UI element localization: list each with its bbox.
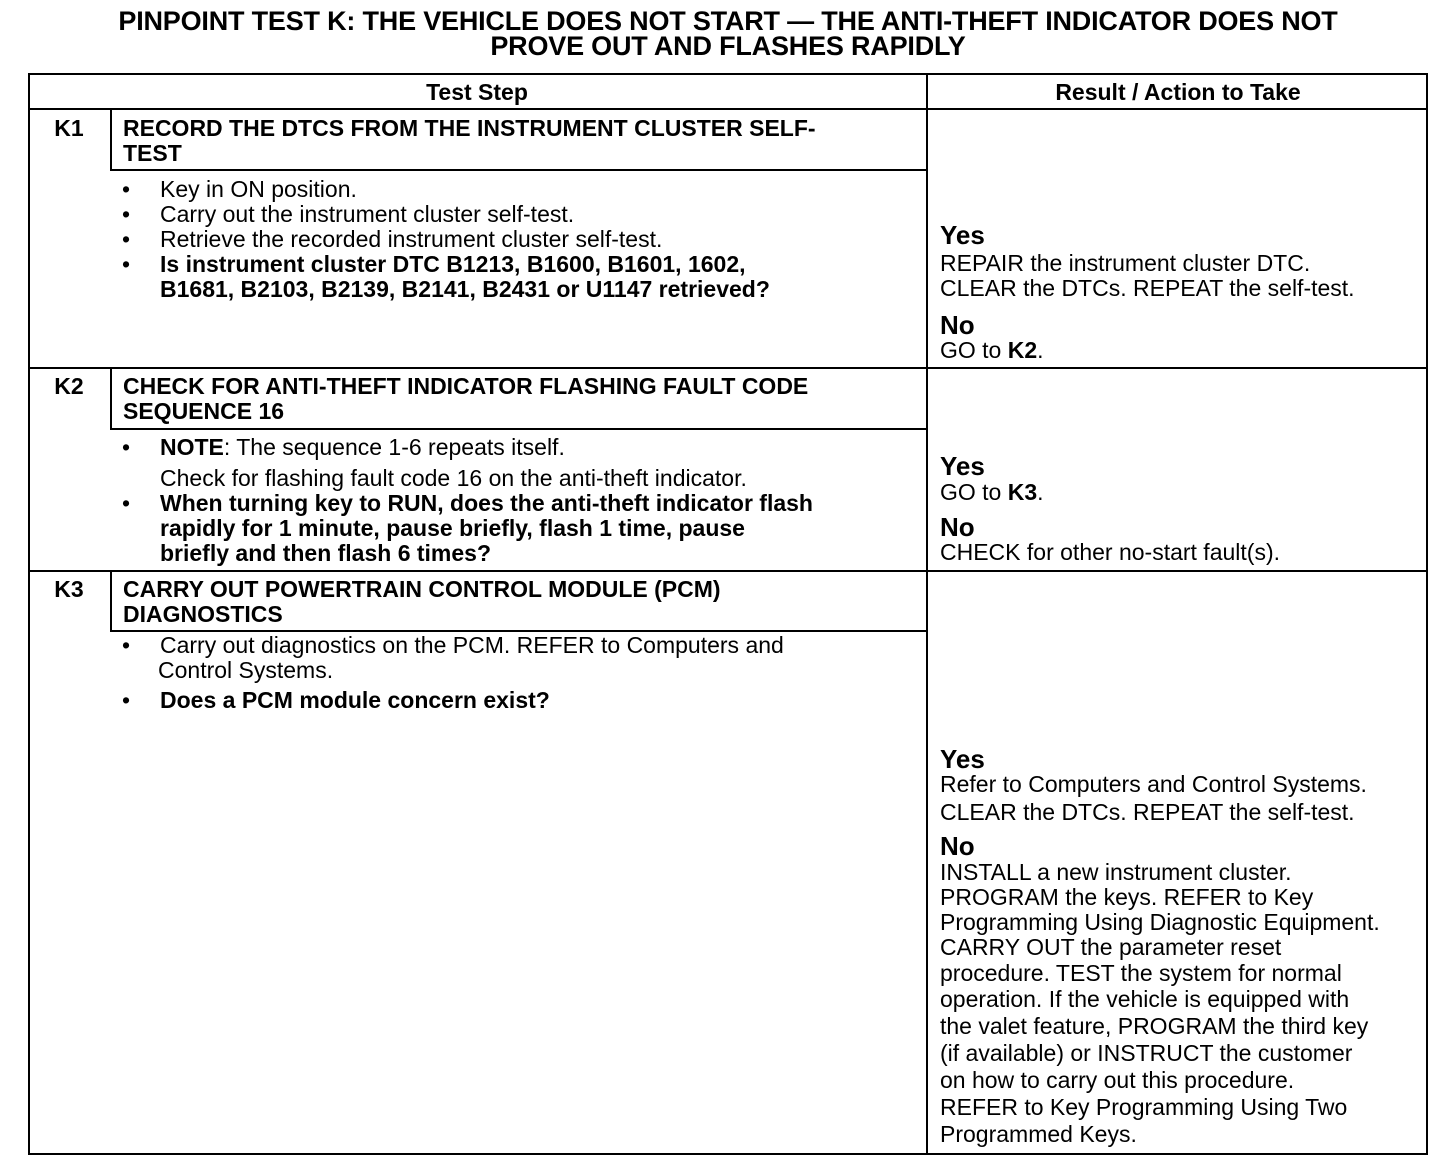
step-title-k2: CHECK FOR ANTI-THEFT INDICATOR FLASHING FAULT CODE SEQUENCE 16 — [123, 373, 809, 424]
row-divider-k1-k2 — [28, 367, 1428, 369]
k3-yes-label: Yes — [940, 744, 985, 774]
k2-no-action: CHECK for other no-start fault(s). — [940, 539, 1280, 565]
k2-yes-suffix: . — [1037, 479, 1044, 505]
bullet-icon: • — [122, 201, 131, 227]
k1-no-prefix: GO to — [940, 337, 1008, 363]
step-id-k2: K2 — [54, 373, 84, 399]
k1-no-label: No — [940, 310, 975, 340]
k3-no-line-4: CARRY OUT the parameter reset — [940, 934, 1282, 960]
k1-yes-line-2: CLEAR the DTCs. REPEAT the self-test. — [940, 275, 1355, 301]
k3-no-line-10: REFER to Key Programming Using Two — [940, 1094, 1348, 1120]
k3-no-line-11: Programmed Keys. — [940, 1121, 1137, 1147]
k2-yes-label: Yes — [940, 451, 985, 481]
k3-no-line-2: PROGRAM the keys. REFER to Key — [940, 884, 1314, 910]
k1-question-line-1: Is instrument cluster DTC B1213, B1600, B1601, 1602, — [160, 251, 746, 277]
k3-no-line-3: Programming Using Diagnostic Equipment. — [940, 909, 1380, 935]
k2-question-line-2: rapidly for 1 minute, pause briefly, flash 1 time, pause — [160, 515, 745, 541]
k1-yes-label: Yes — [940, 220, 985, 250]
bullet-icon: • — [122, 490, 131, 516]
column-divider — [926, 73, 928, 1155]
k3-no-action — [940, 860, 1424, 1148]
k3-item-1-line-1: Carry out diagnostics on the PCM. REFER to Computers and — [160, 632, 784, 658]
k1-item-2: Carry out the instrument cluster self-test. — [160, 201, 575, 227]
k2-yes-prefix: GO to — [940, 479, 1008, 505]
id-column-divider-k2 — [110, 368, 112, 429]
k3-yes-line-1: Refer to Computers and Control Systems. — [940, 771, 1367, 797]
bullet-icon: • — [122, 632, 131, 658]
bullet-icon: • — [122, 434, 131, 460]
k1-no-suffix: . — [1037, 337, 1044, 363]
k3-no-line-6: operation. If the vehicle is equipped with — [940, 986, 1350, 1012]
bullet-icon: • — [122, 226, 131, 252]
k2-yes-action — [940, 480, 1044, 505]
title-line-2: PROVE OUT AND FLASHES RAPIDLY — [490, 31, 966, 61]
page-title — [0, 6, 1456, 61]
k2-yes-ref: K3 — [1007, 479, 1038, 505]
k3-no-line-1: INSTALL a new instrument cluster. — [940, 859, 1292, 885]
k1-yes-line-1: REPAIR the instrument cluster DTC. — [940, 250, 1311, 276]
k2-question-line-3: briefly and then flash 6 times? — [160, 540, 492, 566]
id-column-divider-k1 — [110, 109, 112, 170]
k2-note-text: : The sequence 1-6 repeats itself. — [223, 434, 565, 460]
step-title-k3: CARRY OUT POWERTRAIN CONTROL MODULE (PCM) DIAGNOSTICS — [123, 576, 721, 627]
k3-no-line-9: on how to carry out this procedure. — [940, 1067, 1295, 1093]
k1-item-1: Key in ON position. — [160, 176, 357, 202]
k2-title-divider — [110, 428, 927, 430]
id-column-divider-k3 — [110, 571, 112, 632]
k3-no-line-8: (if available) or INSTRUCT the customer — [940, 1040, 1353, 1066]
k1-no-ref: K2 — [1007, 337, 1038, 363]
k1-item-3: Retrieve the recorded instrument cluster self-test. — [160, 226, 663, 252]
step-title-k1: RECORD THE DTCS FROM THE INSTRUMENT CLUSTER SELF-TEST — [123, 115, 816, 166]
k3-no-label: No — [940, 831, 975, 861]
step-id-k1: K1 — [54, 115, 84, 141]
step-id-k3: K3 — [54, 576, 84, 602]
header-result-action: Result / Action to Take — [1055, 79, 1301, 105]
k3-question: Does a PCM module concern exist? — [160, 687, 550, 713]
k2-question-line-1: When turning key to RUN, does the anti-theft indicator flash — [160, 490, 813, 516]
k1-no-action — [940, 338, 1044, 363]
k2-note-label: NOTE — [160, 434, 224, 460]
row-divider-k2-k3 — [28, 570, 1428, 572]
k1-title-divider — [110, 169, 927, 171]
k3-yes-line-2: CLEAR the DTCs. REPEAT the self-test. — [940, 799, 1355, 825]
bullet-icon: • — [122, 251, 131, 277]
bullet-icon: • — [122, 176, 131, 202]
k1-question-line-2: B1681, B2103, B2139, B2141, B2431 or U1147 retrieved? — [160, 276, 770, 302]
title-line-1: PINPOINT TEST K: THE VEHICLE DOES NOT START — THE ANTI-THEFT INDICATOR DOES NOT — [118, 6, 1338, 36]
k2-no-label: No — [940, 512, 975, 542]
k2-note-line-2: Check for flashing fault code 16 on the anti-theft indicator. — [160, 465, 747, 491]
bullet-icon: • — [122, 687, 131, 713]
k2-note — [160, 435, 565, 460]
header-test-step: Test Step — [426, 79, 528, 105]
header-row-divider — [28, 108, 1428, 110]
k3-no-line-5: procedure. TEST the system for normal — [940, 960, 1342, 986]
k3-item-1-line-2: Control Systems. — [158, 657, 334, 683]
k3-no-line-7: the valet feature, PROGRAM the third key — [940, 1013, 1369, 1039]
